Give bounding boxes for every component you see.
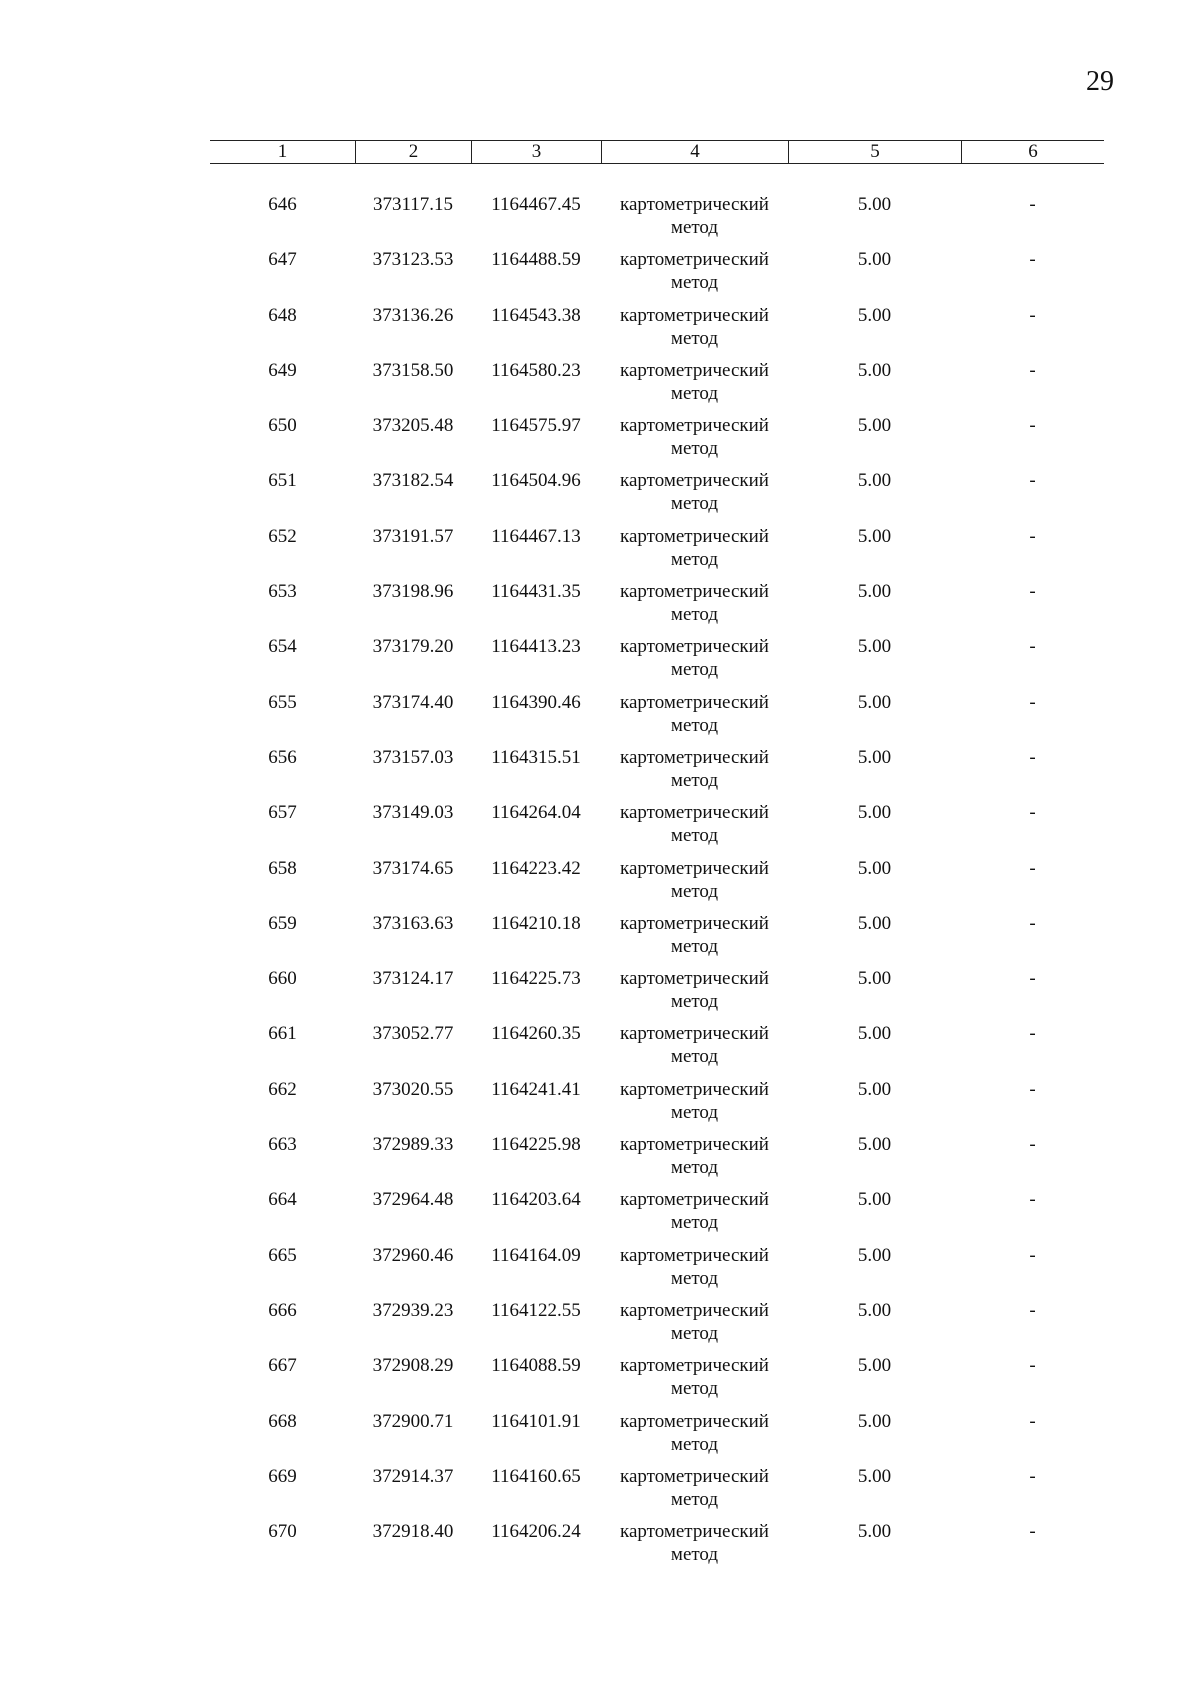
table-row xyxy=(210,525,1104,580)
coordinate-y: 1164088.59 xyxy=(491,1355,581,1377)
coordinate-x: 373158.50 xyxy=(372,359,454,381)
table-row xyxy=(210,1465,1104,1520)
coordinate-x: 372908.29 xyxy=(372,1355,454,1377)
method-cell: картометрический метод xyxy=(620,304,769,349)
point-number: 668 xyxy=(268,1410,297,1432)
table-row xyxy=(210,1520,1104,1575)
coordinate-x: 373136.26 xyxy=(372,304,454,326)
point-number: 649 xyxy=(268,359,297,381)
coordinate-x: 373157.03 xyxy=(372,746,454,768)
coordinate-y: 1164223.42 xyxy=(491,857,581,879)
note-cell: - xyxy=(1029,1078,1036,1100)
table-row xyxy=(210,469,1104,524)
method-cell: картометрический метод xyxy=(620,636,769,681)
method-cell: картометрический метод xyxy=(620,415,769,460)
point-number: 670 xyxy=(268,1521,297,1543)
coordinate-x: 373205.48 xyxy=(372,415,454,437)
precision-cell: 5.00 xyxy=(857,1078,892,1100)
table-row xyxy=(210,746,1104,801)
coordinate-y: 1164260.35 xyxy=(491,1023,581,1045)
note-cell: - xyxy=(1029,1521,1036,1543)
column-header-4: 4 xyxy=(601,141,788,163)
column-header-1: 1 xyxy=(277,141,288,162)
coordinate-y: 1164241.41 xyxy=(491,1078,581,1100)
coordinate-x: 373174.65 xyxy=(372,857,454,879)
method-cell: картометрический метод xyxy=(620,1521,769,1566)
method-cell: картометрический метод xyxy=(620,802,769,847)
point-number: 655 xyxy=(268,691,297,713)
coordinate-x: 372918.40 xyxy=(372,1521,454,1543)
note-cell: - xyxy=(1029,415,1036,437)
coordinate-y: 1164413.23 xyxy=(491,636,581,658)
coordinate-x: 373123.53 xyxy=(372,249,454,271)
coordinate-x: 373052.77 xyxy=(372,1023,454,1045)
coordinate-y: 1164488.59 xyxy=(491,249,581,271)
method-cell: картометрический метод xyxy=(620,525,769,570)
table-row xyxy=(210,1078,1104,1133)
note-cell: - xyxy=(1029,857,1036,879)
method-cell: картометрический метод xyxy=(620,968,769,1013)
note-cell: - xyxy=(1029,1465,1036,1487)
page-number: 29 xyxy=(1086,66,1114,97)
method-cell: картометрический метод xyxy=(620,1465,769,1510)
method-cell: картометрический метод xyxy=(620,1189,769,1234)
coordinate-x: 373182.54 xyxy=(372,470,454,492)
note-cell: - xyxy=(1029,359,1036,381)
coordinate-x: 372939.23 xyxy=(372,1299,454,1321)
method-cell: картометрический метод xyxy=(620,691,769,736)
point-number: 647 xyxy=(268,249,297,271)
precision-cell: 5.00 xyxy=(857,636,892,658)
table-row xyxy=(210,1133,1104,1188)
precision-cell: 5.00 xyxy=(857,581,892,603)
coordinate-x: 373124.17 xyxy=(372,968,454,990)
note-cell: - xyxy=(1029,1410,1036,1432)
point-number: 646 xyxy=(268,194,297,215)
precision-cell: 5.00 xyxy=(857,194,892,215)
precision-cell: 5.00 xyxy=(857,1189,892,1211)
precision-cell: 5.00 xyxy=(857,802,892,824)
note-cell: - xyxy=(1029,1299,1036,1321)
method-cell: картометрический метод xyxy=(620,912,769,957)
point-number: 665 xyxy=(268,1244,297,1266)
precision-cell: 5.00 xyxy=(857,1410,892,1432)
method-cell: картометрический метод xyxy=(620,1078,769,1123)
method-cell: картометрический метод xyxy=(620,1244,769,1289)
coordinate-y: 1164101.91 xyxy=(491,1410,581,1432)
point-number: 662 xyxy=(268,1078,297,1100)
note-cell: - xyxy=(1029,636,1036,658)
precision-cell: 5.00 xyxy=(857,470,892,492)
note-cell: - xyxy=(1029,1134,1036,1156)
precision-cell: 5.00 xyxy=(857,1134,892,1156)
precision-cell: 5.00 xyxy=(857,1521,892,1543)
coordinate-y: 1164122.55 xyxy=(491,1299,581,1321)
note-cell: - xyxy=(1029,1244,1036,1266)
method-cell: картометрический метод xyxy=(620,470,769,515)
coordinate-y: 1164580.23 xyxy=(491,359,581,381)
column-header-2: 2 xyxy=(355,141,471,163)
coordinate-y: 1164504.96 xyxy=(491,470,581,492)
method-cell: картометрический метод xyxy=(620,581,769,626)
column-header-3: 3 xyxy=(471,141,601,163)
precision-cell: 5.00 xyxy=(857,691,892,713)
precision-cell: 5.00 xyxy=(857,857,892,879)
note-cell: - xyxy=(1029,304,1036,326)
coordinate-y: 1164390.46 xyxy=(491,691,581,713)
note-cell: - xyxy=(1029,1355,1036,1377)
method-cell: картометрический метод xyxy=(620,194,769,238)
table-row xyxy=(210,1022,1104,1077)
point-number: 651 xyxy=(268,470,297,492)
method-cell: картометрический метод xyxy=(620,1023,769,1068)
point-number: 667 xyxy=(268,1355,297,1377)
coordinate-x: 373174.40 xyxy=(372,691,454,713)
table-row xyxy=(210,193,1104,248)
precision-cell: 5.00 xyxy=(857,1465,892,1487)
precision-cell: 5.00 xyxy=(857,912,892,934)
point-number: 652 xyxy=(268,525,297,547)
coordinate-y: 1164164.09 xyxy=(491,1244,581,1266)
coordinate-x: 372989.33 xyxy=(372,1134,454,1156)
note-cell: - xyxy=(1029,912,1036,934)
table-row xyxy=(210,691,1104,746)
table-row xyxy=(210,359,1104,414)
point-number: 648 xyxy=(268,304,297,326)
coordinate-y: 1164315.51 xyxy=(491,746,581,768)
point-number: 657 xyxy=(268,802,297,824)
note-cell: - xyxy=(1029,1023,1036,1045)
note-cell: - xyxy=(1029,802,1036,824)
note-cell: - xyxy=(1029,194,1036,215)
table-row xyxy=(210,1244,1104,1299)
table-row xyxy=(210,801,1104,856)
point-number: 653 xyxy=(268,581,297,603)
point-number: 669 xyxy=(268,1465,297,1487)
note-cell: - xyxy=(1029,968,1036,990)
precision-cell: 5.00 xyxy=(857,1299,892,1321)
precision-cell: 5.00 xyxy=(857,746,892,768)
table-body xyxy=(210,193,1104,1575)
precision-cell: 5.00 xyxy=(857,1023,892,1045)
coordinate-y: 1164543.38 xyxy=(491,304,581,326)
table-row xyxy=(210,1410,1104,1465)
coordinate-y: 1164431.35 xyxy=(491,581,581,603)
precision-cell: 5.00 xyxy=(857,304,892,326)
point-number: 656 xyxy=(268,746,297,768)
method-cell: картометрический метод xyxy=(620,746,769,791)
coordinate-x: 373020.55 xyxy=(372,1078,454,1100)
column-header-6: 6 xyxy=(961,141,1104,163)
table-row xyxy=(210,414,1104,469)
coordinate-y: 1164225.73 xyxy=(491,968,581,990)
table-row xyxy=(210,580,1104,635)
method-cell: картометрический метод xyxy=(620,1299,769,1344)
coordinate-x: 373191.57 xyxy=(372,525,454,547)
coordinate-y: 1164467.13 xyxy=(491,525,581,547)
precision-cell: 5.00 xyxy=(857,249,892,271)
point-number: 663 xyxy=(268,1134,297,1156)
coordinate-y: 1164203.64 xyxy=(491,1189,581,1211)
note-cell: - xyxy=(1029,249,1036,271)
table-row xyxy=(210,248,1104,303)
method-cell: картометрический метод xyxy=(620,1355,769,1400)
coordinate-y: 1164206.24 xyxy=(491,1521,581,1543)
table-header xyxy=(210,140,1104,164)
coordinate-y: 1164575.97 xyxy=(491,415,581,437)
point-number: 654 xyxy=(268,636,297,658)
method-cell: картометрический метод xyxy=(620,1134,769,1179)
note-cell: - xyxy=(1029,581,1036,603)
point-number: 666 xyxy=(268,1299,297,1321)
table-row xyxy=(210,1354,1104,1409)
note-cell: - xyxy=(1029,525,1036,547)
coordinate-x: 373198.96 xyxy=(372,581,454,603)
precision-cell: 5.00 xyxy=(857,1244,892,1266)
point-number: 658 xyxy=(268,857,297,879)
table-row xyxy=(210,1188,1104,1243)
point-number: 659 xyxy=(268,912,297,934)
method-cell: картометрический метод xyxy=(620,359,769,404)
column-header-5: 5 xyxy=(788,141,961,163)
table-row xyxy=(210,912,1104,967)
precision-cell: 5.00 xyxy=(857,968,892,990)
point-number: 664 xyxy=(268,1189,297,1211)
coordinate-y: 1164210.18 xyxy=(491,912,581,934)
coordinate-x: 373117.15 xyxy=(372,194,454,215)
coordinate-x: 372964.48 xyxy=(372,1189,454,1211)
point-number: 660 xyxy=(268,968,297,990)
note-cell: - xyxy=(1029,470,1036,492)
coordinate-x: 372914.37 xyxy=(372,1465,454,1487)
precision-cell: 5.00 xyxy=(857,525,892,547)
coordinate-y: 1164264.04 xyxy=(491,802,581,824)
table-row xyxy=(210,304,1104,359)
coordinate-x: 372960.46 xyxy=(372,1244,454,1266)
table-row xyxy=(210,635,1104,690)
note-cell: - xyxy=(1029,746,1036,768)
coordinate-y: 1164225.98 xyxy=(491,1134,581,1156)
precision-cell: 5.00 xyxy=(857,1355,892,1377)
note-cell: - xyxy=(1029,691,1036,713)
method-cell: картометрический метод xyxy=(620,1410,769,1455)
coordinate-x: 373149.03 xyxy=(372,802,454,824)
note-cell: - xyxy=(1029,1189,1036,1211)
coordinate-x: 372900.71 xyxy=(372,1410,454,1432)
method-cell: картометрический метод xyxy=(620,857,769,902)
point-number: 650 xyxy=(268,415,297,437)
precision-cell: 5.00 xyxy=(857,359,892,381)
method-cell: картометрический метод xyxy=(620,249,769,294)
table-row xyxy=(210,1299,1104,1354)
table-row xyxy=(210,857,1104,912)
point-number: 661 xyxy=(268,1023,297,1045)
coordinate-y: 1164467.45 xyxy=(491,194,581,215)
coordinate-x: 373163.63 xyxy=(372,912,454,934)
table-row xyxy=(210,967,1104,1022)
precision-cell: 5.00 xyxy=(857,415,892,437)
coordinate-x: 373179.20 xyxy=(372,636,454,658)
coordinate-y: 1164160.65 xyxy=(491,1465,581,1487)
